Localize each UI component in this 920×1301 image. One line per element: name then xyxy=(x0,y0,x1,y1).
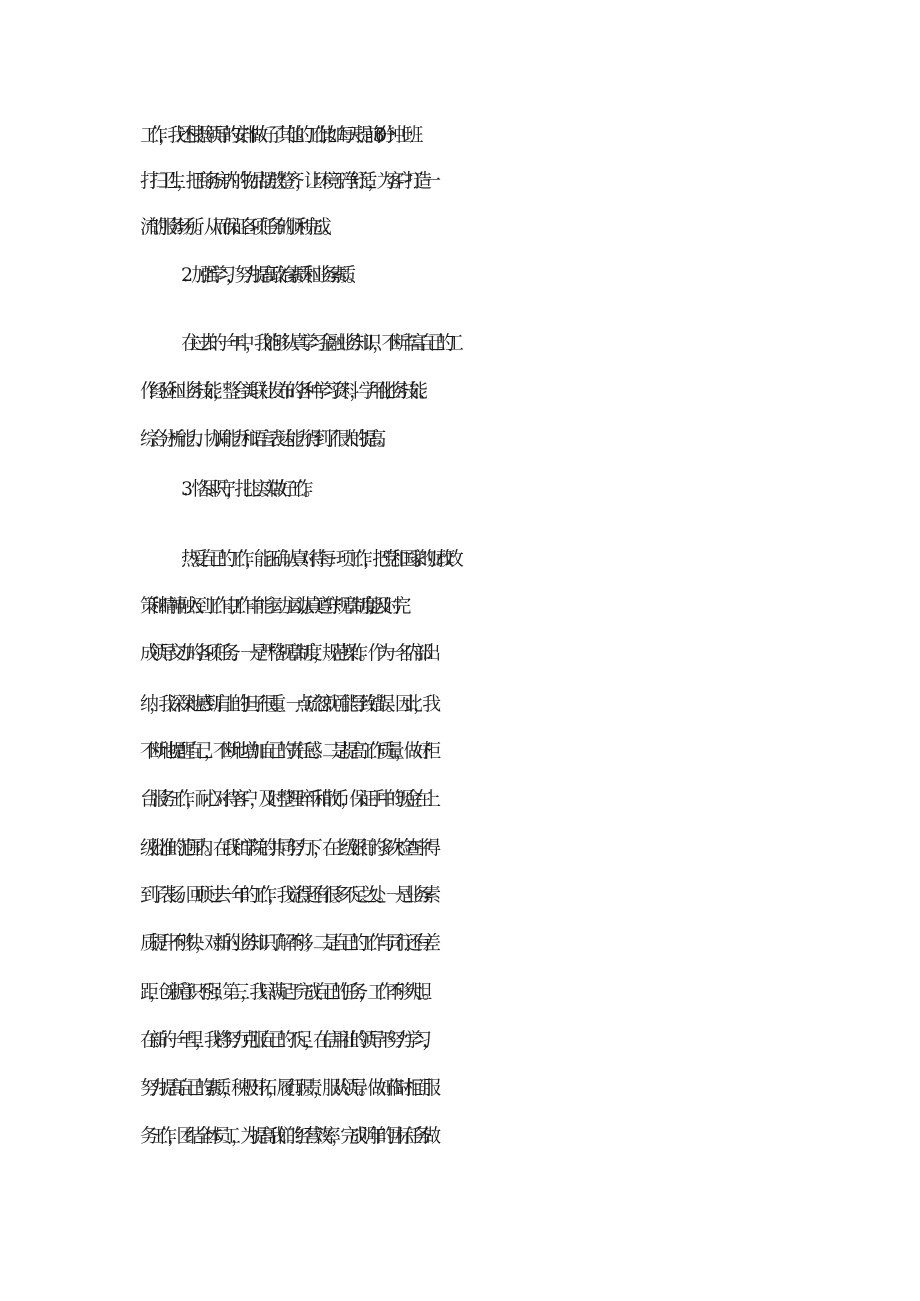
paragraph-1-line-1: 工作，我还根据领导的安排做好了其他的工作,比如每天提前30分钟上班 xyxy=(140,124,414,146)
paragraph-5-line-10: 距，创新意识不强；第三，我只满足于完成自己的任务，工作不够大胆。 xyxy=(140,981,432,1003)
paragraph-5-line-4: 纳，我深深地感到肩上的担子很重。一点疏忽就可能导致错误。因此，我 xyxy=(140,693,432,715)
paragraph-5-line-6: 台服务工作，耐心对待客户，及时整理碎币和散币，保证手中的现金在上 xyxy=(140,788,432,810)
paragraph-5-line-12: 努力提高自己的素质，积极开拓，履行职责，服从领导。做好临时柜面服 xyxy=(140,1077,432,1099)
paragraph-5-line-5: 不断地提醒自己，不断地增加自己的责任感。二是提高工作质量，做好柜 xyxy=(140,740,432,762)
paragraph-5-line-11: 在新的一年里，我将努力克服自己的不足，在信用社的领导下努力学习， xyxy=(140,1029,432,1051)
paragraph-5-line-7: 级批准的范围内。在我和学院的共同努力下，在上级银行的多次检查中得 xyxy=(140,837,432,859)
paragraph-1-line-2: 打扫卫生，把商务房内的物品摆放整齐，让环境干净舒适，为客户打造一 xyxy=(140,170,432,192)
paragraph-5-line-9: 质提升不够快，对新的业务知识了解不够；二是自己的工作与同行还有差 xyxy=(140,932,432,954)
paragraph-5-line-1: 热爱自己的工作，能正确认真对待每一项工作，把党和国家的财政政 xyxy=(181,548,455,570)
section-heading-2: 2．加强学习，努力提高政治素质和业务素质。 xyxy=(181,264,355,286)
paragraph-3-line-2: 作经验和业务技能，整合美联社发布的各种学习资料，学用化,业务技能、 xyxy=(140,380,428,402)
paragraph-3-line-1: 在过去的一年中，我能够认真学习金融业务知识，不断丰富自己的工 xyxy=(181,332,455,354)
paragraph-5-line-8: 到了表扬。回顾过去一年的工作，我觉得还有很多不足之处。一是业务素 xyxy=(140,884,432,906)
paragraph-5-line-3: 成领导交办的各项任务。一是严格规章制度，规范操作。作为一名内部出 xyxy=(140,642,432,664)
paragraph-5-line-2: 策和精神融入到工作中,工作中能主动主动,认真遵守规章制度,能及时完 xyxy=(140,595,402,617)
paragraph-5-line-13: 务工作，团结全体员工，为提高我们的经营效率，完成明年的目标任务做 xyxy=(140,1125,432,1147)
paragraph-1-line-3: 流的服务场所。从而保证各项任务的顺利完成。 xyxy=(140,216,332,238)
section-heading-3: 3．恪尽职守，扎扎实实做好工作。 xyxy=(181,478,312,500)
paragraph-3-line-3: 综合分析能力、协调能力和语言表达能力得到了很大的提高。 xyxy=(140,428,386,450)
